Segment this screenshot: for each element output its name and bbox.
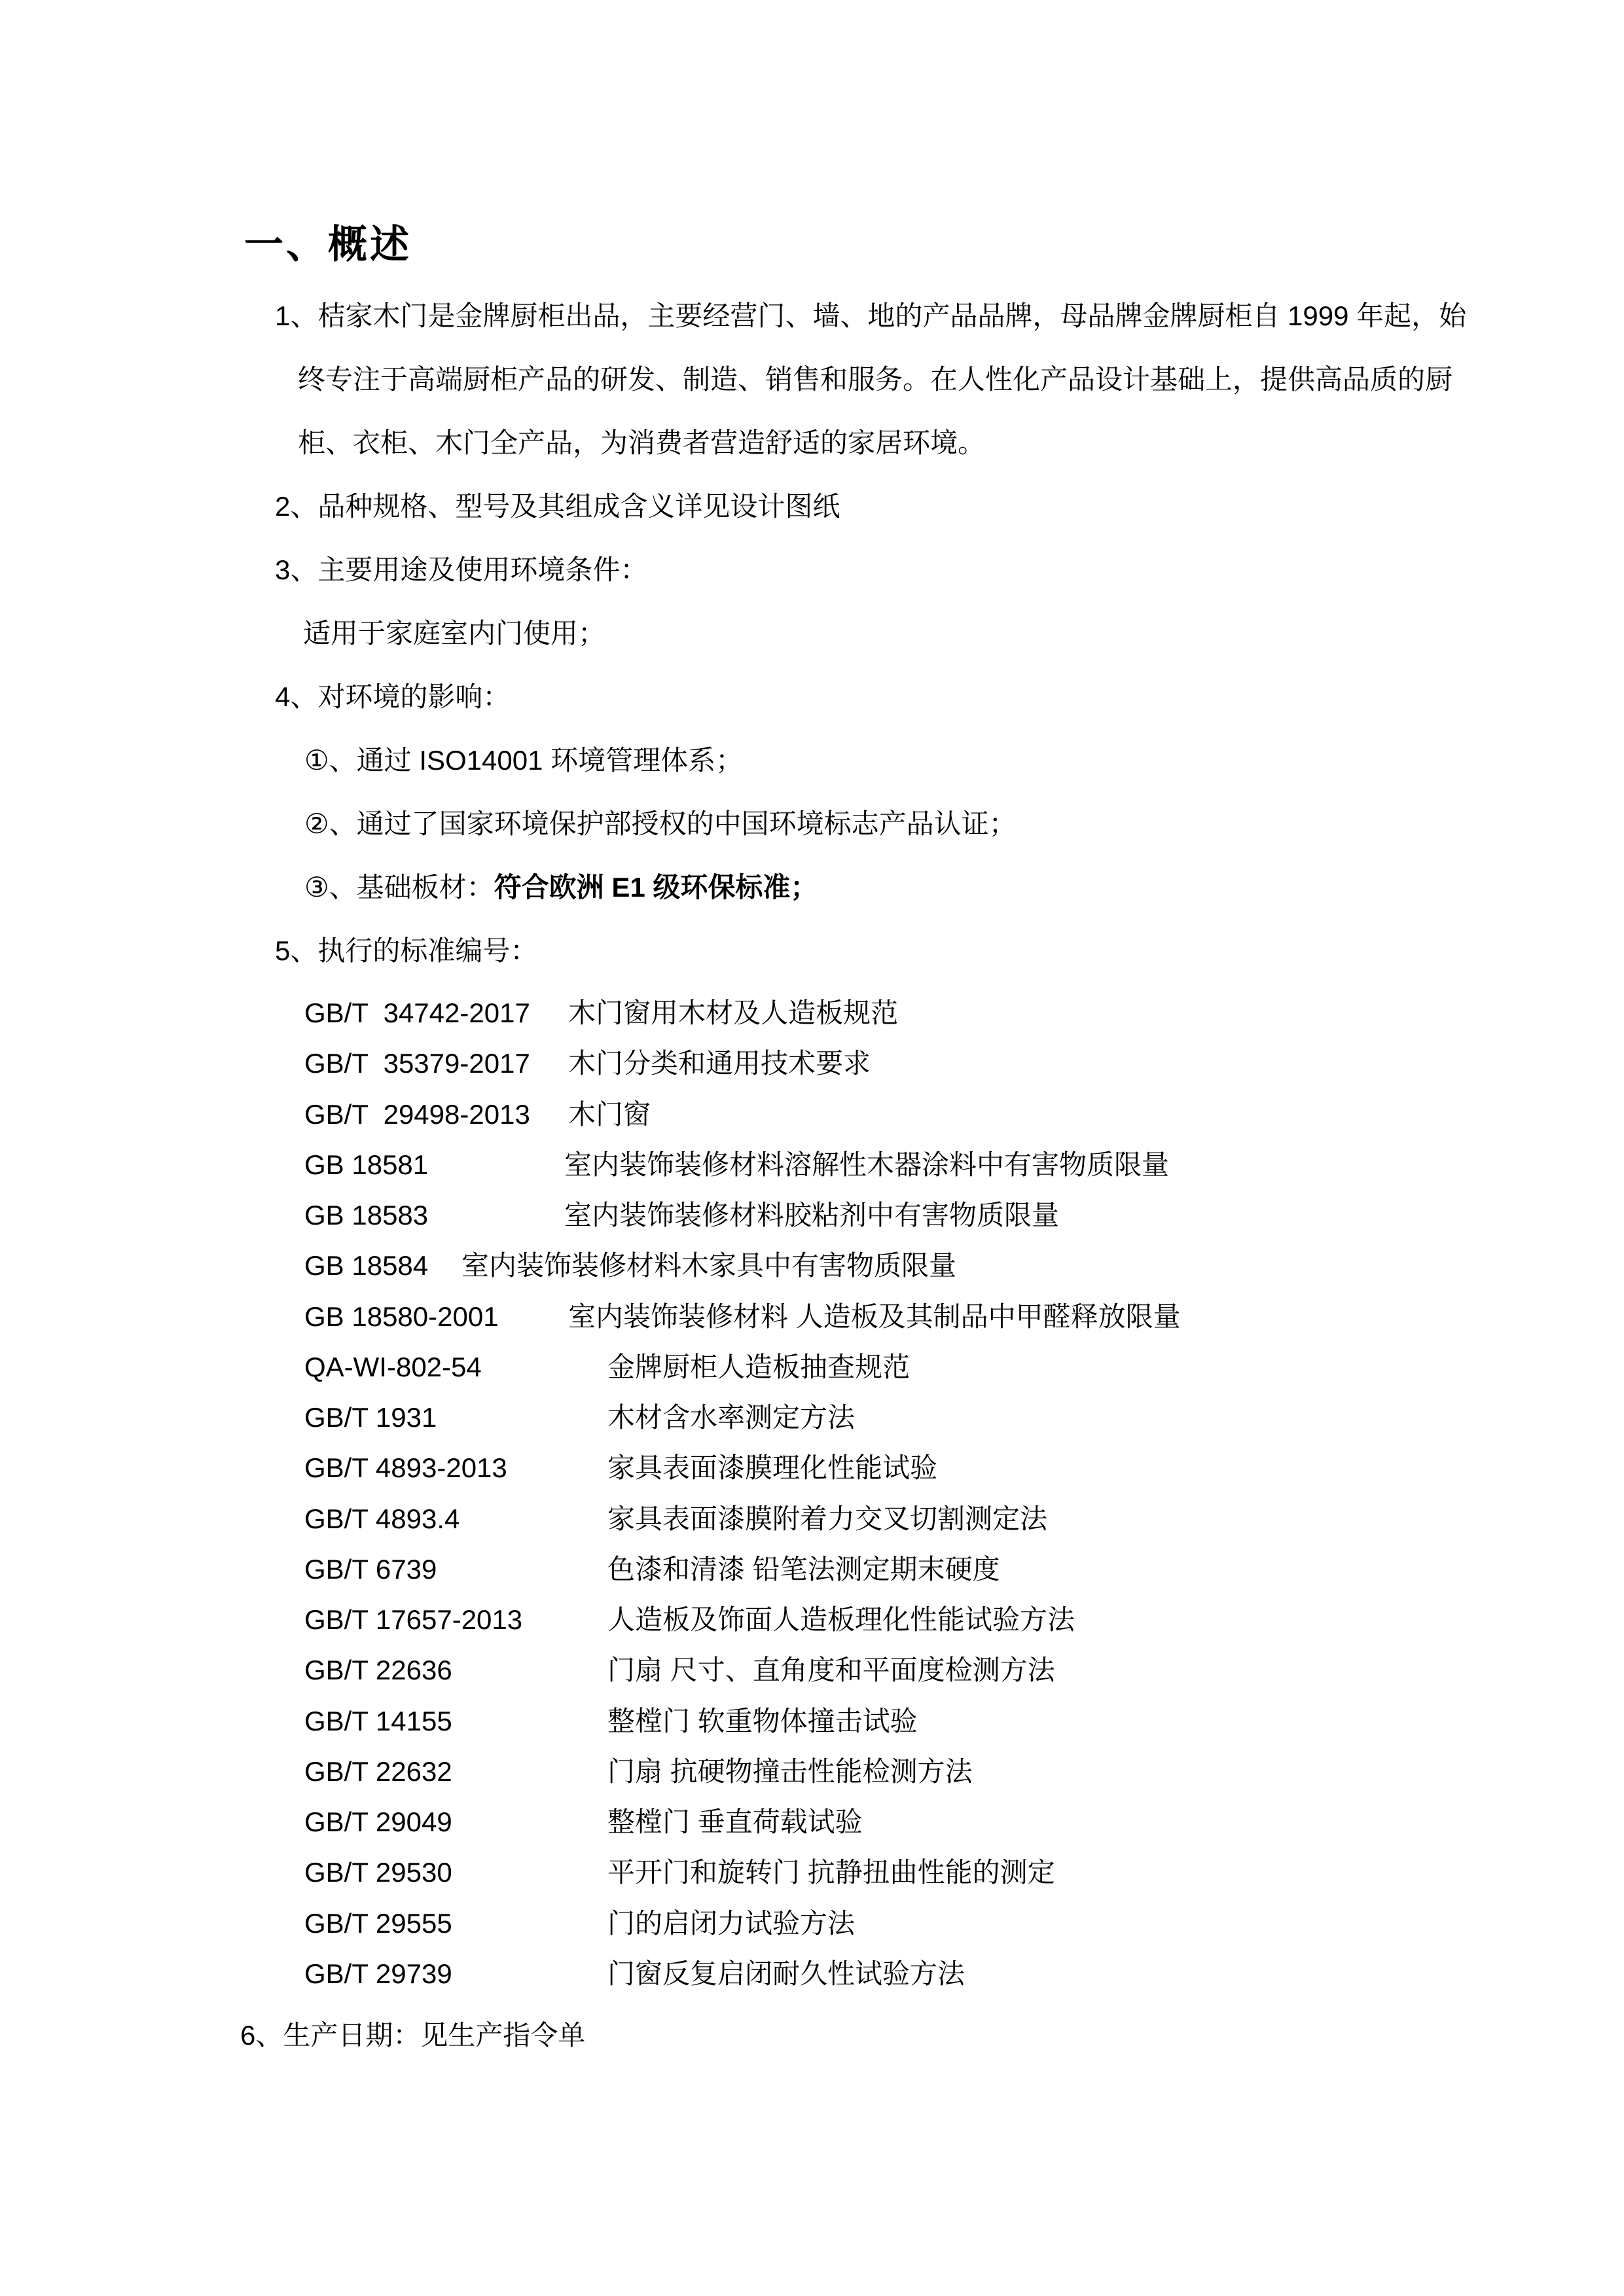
standard-title: 室内装饰装修材料胶粘剂中有害物质限量 [564,1200,1060,1230]
standard-title: 人造板及饰面人造板理化性能试验方法 [607,1604,1075,1635]
paragraph-line: ③、基础板材：符合欧洲 E1 级环保标准； [304,872,818,903]
paragraph-line: ②、通过了国家环境保护部授权的中国环境标志产品认证； [304,808,1017,839]
standard-code: GB/T 1931 [304,1402,437,1433]
standard-code: GB 18580-2001 [304,1301,499,1332]
standard-title: 室内装饰装修材料木家具中有害物质限量 [461,1250,957,1281]
standard-title: 室内装饰装修材料溶解性木器涂料中有害物质限量 [564,1149,1170,1180]
standard-title: 室内装饰装修材料 人造板及其制品中甲醛释放限量 [568,1301,1181,1332]
standard-code: GB/T 14155 [304,1706,452,1736]
standard-code: GB/T 17657-2013 [304,1604,523,1635]
standard-title: 金牌厨柜人造板抽查规范 [607,1352,911,1382]
standard-code: GB/T 29530 [304,1857,452,1888]
standard-title: 木门窗 [568,1099,651,1130]
paragraph-line: 终专注于高端厨柜产品的研发、制造、销售和服务。在人性化产品设计基础上，提供高品质的厨 [298,364,1453,395]
section-title: 一、概述 [244,223,412,266]
standard-code: GB/T 22632 [304,1756,452,1787]
bold-emphasis: 符合欧洲 E1 级环保标准； [494,872,818,903]
standard-code: GB/T 29555 [304,1908,452,1939]
standard-title: 门扇 尺寸、直角度和平面度检测方法 [607,1655,1055,1685]
standard-title: 平开门和旋转门 抗静扭曲性能的测定 [607,1857,1055,1888]
standard-code: GB/T 6739 [304,1554,437,1585]
standard-code: GB/T 29739 [304,1958,452,1989]
standard-title: 整樘门 垂直荷载试验 [607,1806,863,1837]
paragraph-line: 5、执行的标准编号： [275,935,538,966]
standard-code: GB 18583 [304,1200,429,1230]
standard-title: 色漆和清漆 铅笔法测定期末硬度 [607,1554,1000,1585]
standard-code: QA-WI-802-54 [304,1352,482,1382]
standard-title: 整樘门 软重物体撞击试验 [607,1706,918,1736]
paragraph-line: 2、品种规格、型号及其组成含义详见设计图纸 [275,491,840,522]
paragraph-line: 3、主要用途及使用环境条件： [275,554,648,585]
paragraph-line: 柜、衣柜、木门全产品，为消费者营造舒适的家居环境。 [298,427,986,458]
standard-title: 门窗反复启闭耐久性试验方法 [607,1958,965,1989]
standard-title: 家具表面漆膜理化性能试验 [607,1452,938,1483]
standard-title: 门的启闭力试验方法 [607,1908,856,1939]
standard-code: GB/T 34742-2017 [304,997,530,1028]
standard-title: 家具表面漆膜附着力交叉切割测定法 [607,1503,1048,1534]
standard-title: 木门分类和通用技术要求 [568,1048,871,1079]
standard-code: GB/T 35379-2017 [304,1048,530,1079]
standard-code: GB/T 4893-2013 [304,1452,507,1483]
paragraph-line: 适用于家庭室内门使用； [303,618,606,649]
standard-code: GB/T 29049 [304,1806,452,1837]
standard-code: GB/T 22636 [304,1655,452,1685]
paragraph-line: 1、桔家木门是金牌厨柜出品，主要经营门、墙、地的产品品牌，母品牌金牌厨柜自 1999 年起，始 [275,300,1467,331]
standard-code: GB 18584 [304,1250,429,1281]
standard-title: 门扇 抗硬物撞击性能检测方法 [607,1756,973,1787]
paragraph-line: 4、对环境的影响： [275,681,511,712]
paragraph-line: ①、通过 ISO14001 环境管理体系； [304,745,744,776]
standard-code: GB 18581 [304,1149,429,1180]
standard-title: 木材含水率测定方法 [607,1402,856,1433]
standard-code: GB/T 4893.4 [304,1503,460,1534]
standard-title: 木门窗用木材及人造板规范 [568,997,899,1028]
production-date-line: 6、生产日期：见生产指令单 [240,2020,586,2051]
standard-code: GB/T 29498-2013 [304,1099,530,1130]
